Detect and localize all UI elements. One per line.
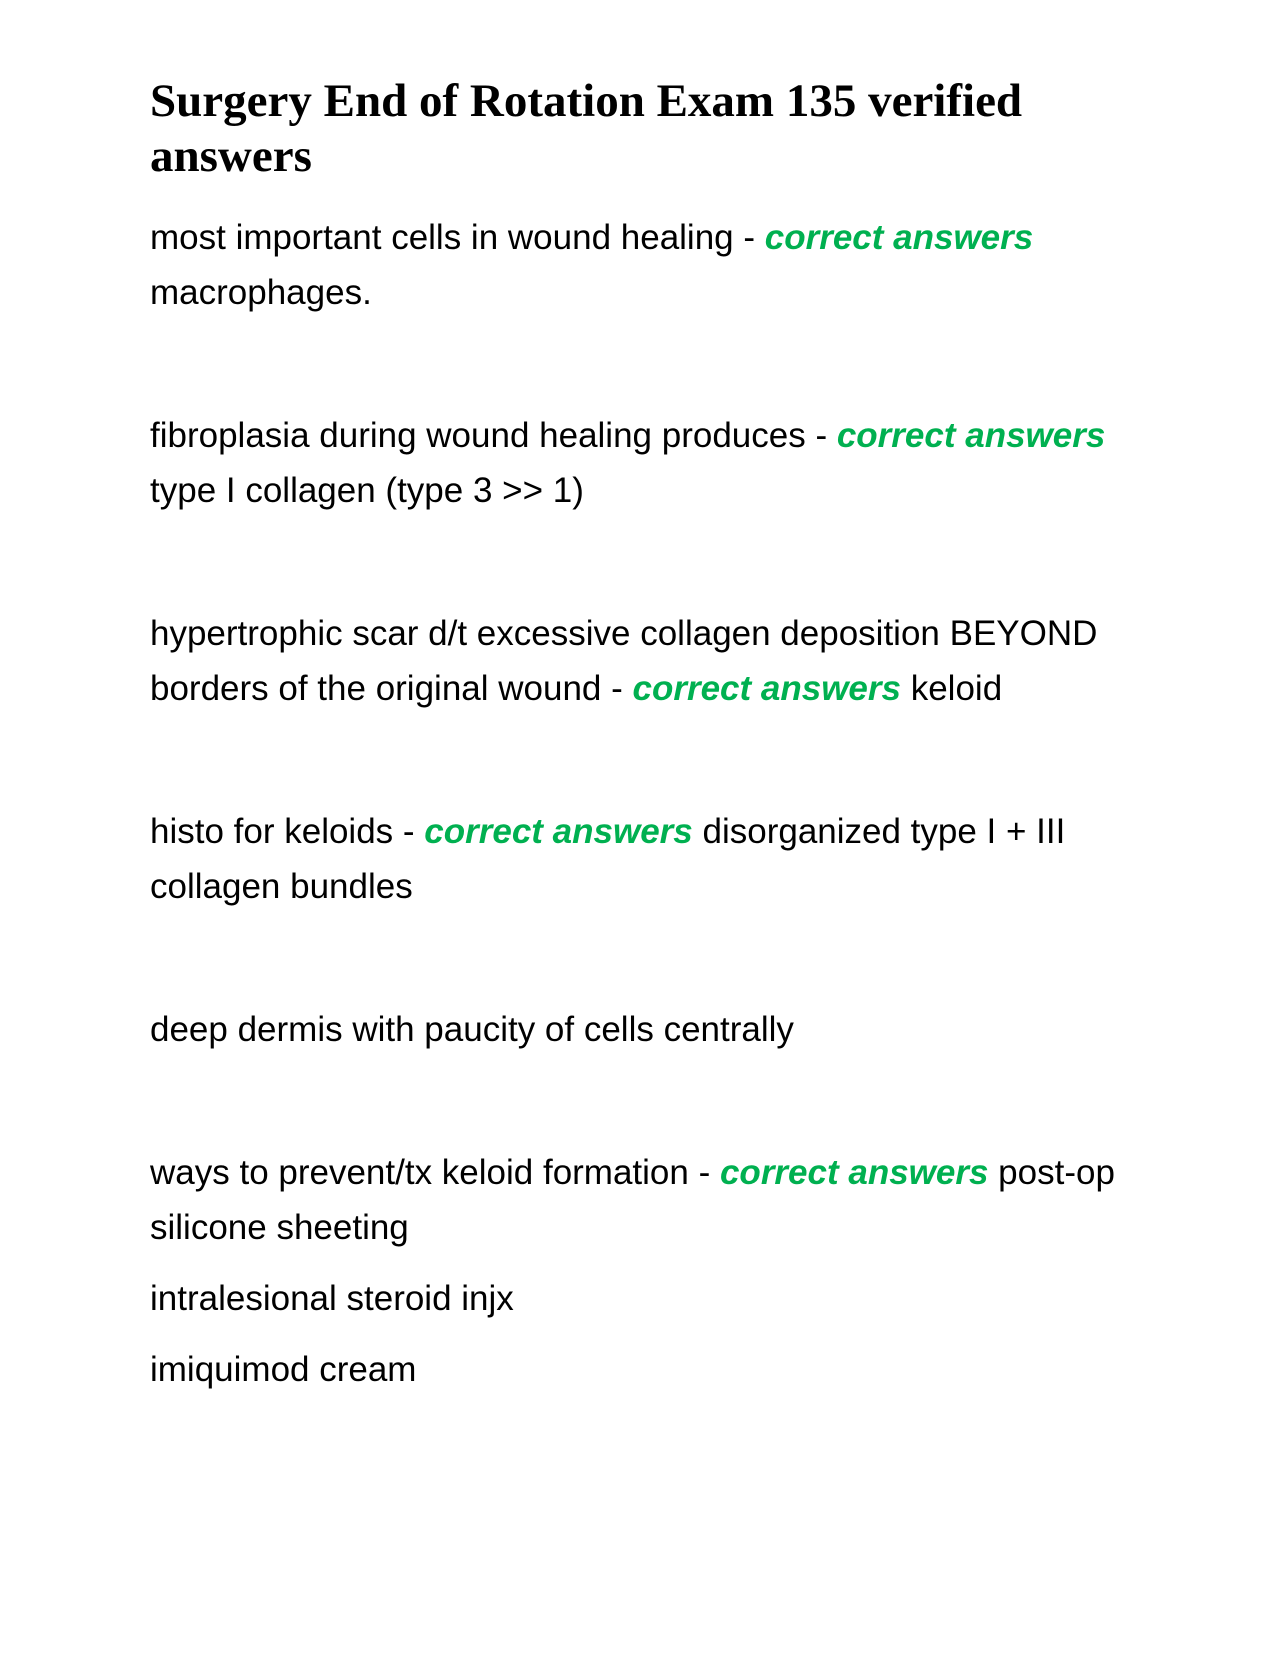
answer-tag: correct answers <box>632 669 901 708</box>
answer-line-extra: intralesional steroid injx <box>150 1279 514 1318</box>
qa-entry-2 <box>150 408 1130 518</box>
qa-entry-5 <box>150 1145 1130 1255</box>
answer-text: keloid <box>900 669 1003 708</box>
question-text: histo for keloids - <box>150 812 425 851</box>
answer-tag: correct answers <box>764 218 1034 257</box>
spacer <box>150 716 1130 804</box>
document-page <box>150 74 1130 1397</box>
document-title: Surgery End of Rotation Exam 135 verified answers <box>150 75 1023 182</box>
question-text: ways to prevent/tx keloid formation - <box>150 1153 720 1192</box>
question-text: most important cells in wound healing - <box>150 218 765 257</box>
answer-text: post-op silicone sheeting <box>150 1153 1115 1247</box>
spacer <box>150 1255 1130 1271</box>
question-text: fibroplasia during wound healing produces - <box>150 416 837 455</box>
spacer <box>150 1057 1130 1145</box>
answer-tag: correct answers <box>424 812 693 851</box>
answer-text: type I collagen (type 3 >> 1) <box>150 471 584 510</box>
answer-tag: correct answers <box>719 1153 989 1192</box>
answer-tag: correct answers <box>836 416 1106 455</box>
spacer <box>150 518 1130 606</box>
standalone-line: deep dermis with paucity of cells centrally <box>150 1010 794 1049</box>
qa-entry-4 <box>150 804 1130 914</box>
answer-text: macrophages. <box>150 273 372 312</box>
answer-text: disorganized type I + III collagen bundles <box>150 812 1066 906</box>
qa-entry-3 <box>150 606 1130 716</box>
spacer <box>150 914 1130 1002</box>
spacer <box>150 1326 1130 1342</box>
spacer <box>150 320 1130 408</box>
qa-entry-1 <box>150 210 1130 320</box>
question-text: hypertrophic scar d/t excessive collagen deposition BEYOND borders of the original wound - <box>150 614 1098 708</box>
answer-line-extra: imiquimod cream <box>150 1350 417 1389</box>
